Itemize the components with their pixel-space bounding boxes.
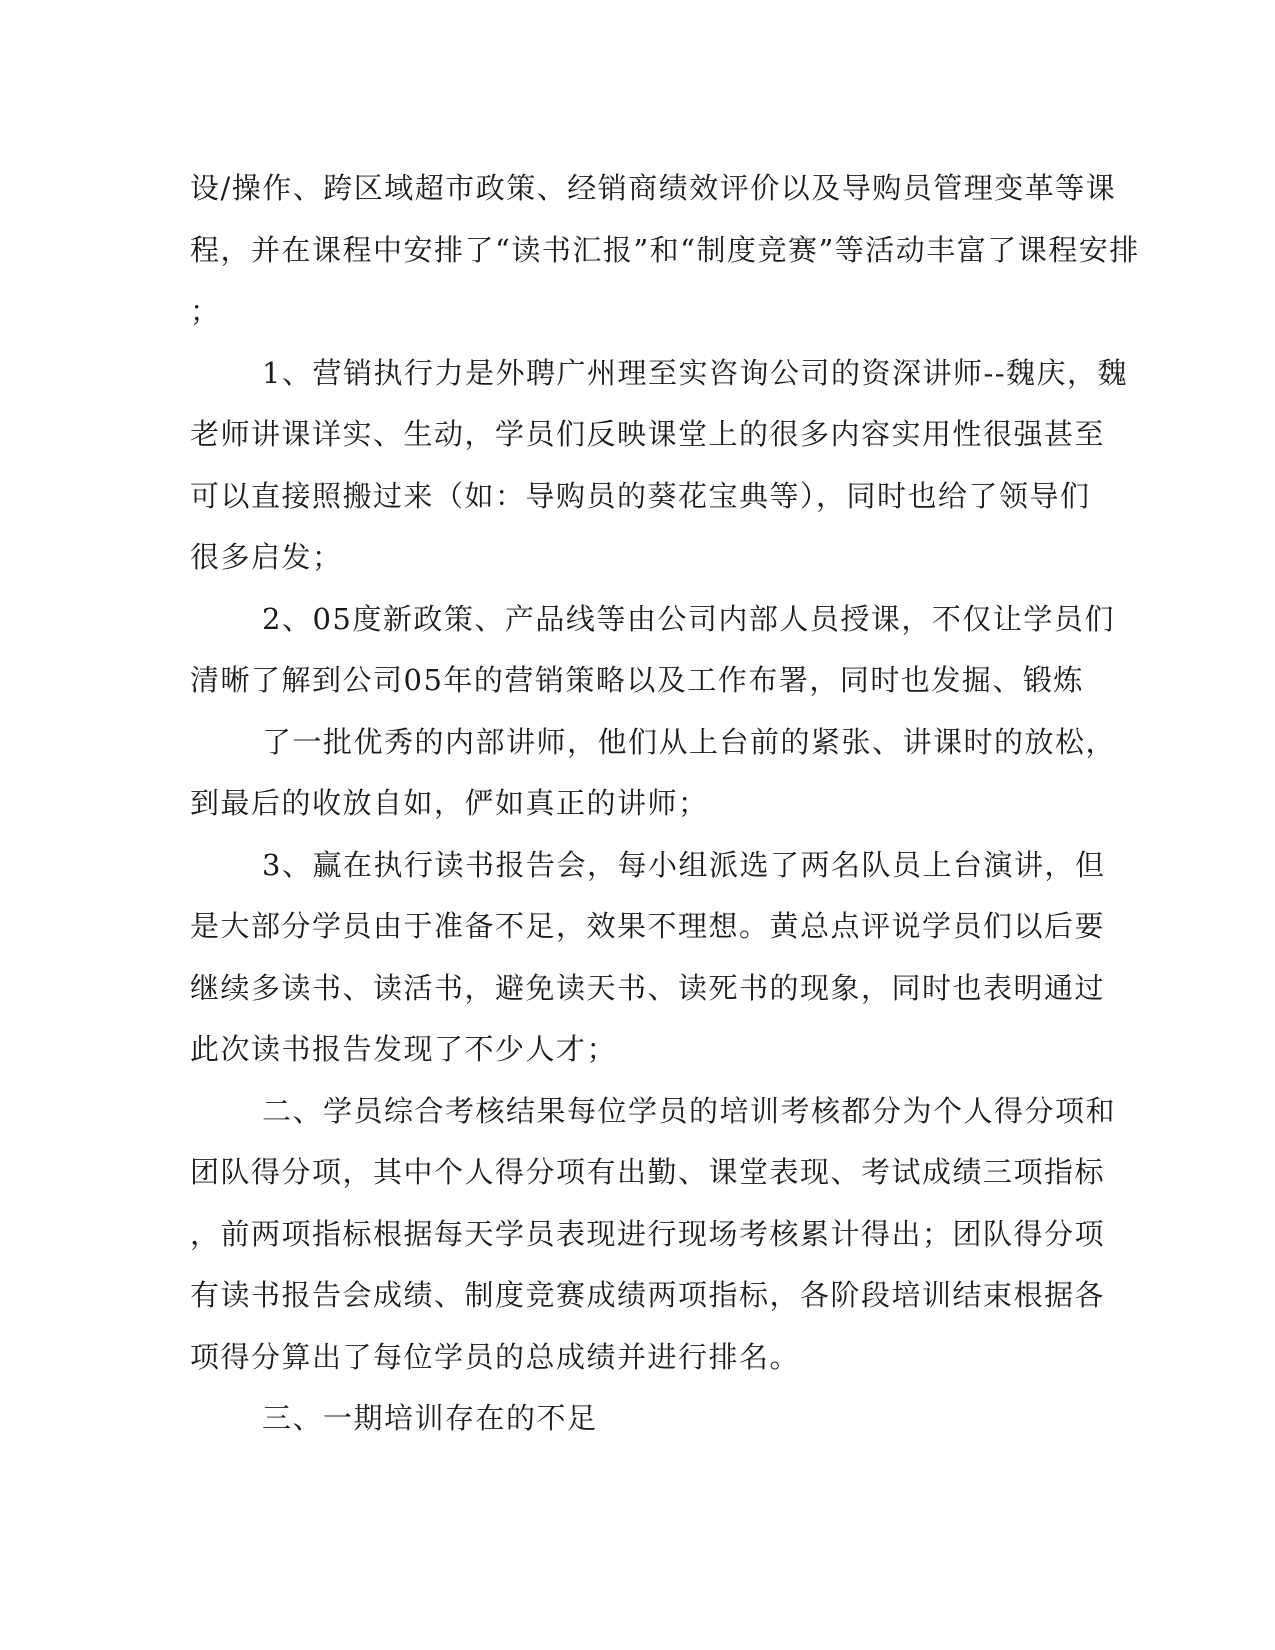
text-line: 可以直接照搬过来（如：导购员的葵花宝典等），同时也给了领导们 (190, 478, 1091, 513)
text-line: 1、营销执行力是外聘广州理至实咨询公司的资深讲师--魏庆，魏 (262, 355, 1129, 390)
body-text (190, 158, 1140, 1450)
text-line: 此次读书报告发现了不少人才； (190, 1032, 618, 1066)
text-line: 项得分算出了每位学员的总成绩并进行排名。 (190, 1339, 801, 1374)
text-line: 3、赢在执行读书报告会，每小组派选了两名队员上台演讲，但 (262, 847, 1106, 882)
text-line: 是大部分学员由于准备不足，效果不理想。黄总点评说学员们以后要 (190, 909, 1106, 943)
text-line: 二、学员综合考核结果每位学员的培训考核都分为个人得分项和 (262, 1093, 1117, 1128)
text-line: 团队得分项，其中个人得分项有出勤、课堂表现、考试成绩三项指标 (190, 1155, 1106, 1189)
text-line: ； (190, 294, 221, 328)
text-line: 2、05度新政策、产品线等由公司内部人员授课，不仅让学员们 (262, 601, 1115, 636)
text-line: ，前两项指标根据每天学员表现进行现场考核累计得出；团队得分项 (190, 1216, 1106, 1251)
text-line: 三、一期培训存在的不足 (262, 1401, 598, 1435)
text-line: 到最后的收放自如，俨如真正的讲师； (190, 786, 709, 820)
text-line: 清晰了解到公司05年的营销策略以及工作布署，同时也发掘、锻炼 (190, 663, 1084, 697)
text-line: 设/操作、跨区域超市政策、经销商绩效评价以及导购员管理变革等课 (190, 171, 1117, 205)
text-line: 继续多读书、读活书，避免读天书、读死书的现象，同时也表明通过 (190, 970, 1106, 1005)
text-line: 很多启发； (190, 540, 343, 574)
text-line: 老师讲课详实、生动，学员们反映课堂上的很多内容实用性很强甚至 (190, 417, 1106, 451)
text-line: 有读书报告会成绩、制度竞赛成绩两项指标，各阶段培训结束根据各 (190, 1278, 1106, 1312)
text-line: 了一批优秀的内部讲师，他们从上台前的紧张、讲课时的放松， (262, 724, 1117, 759)
text-line: 程，并在课程中安排了“读书汇报”和“制度竞赛”等活动丰富了课程安排 (190, 232, 1140, 267)
